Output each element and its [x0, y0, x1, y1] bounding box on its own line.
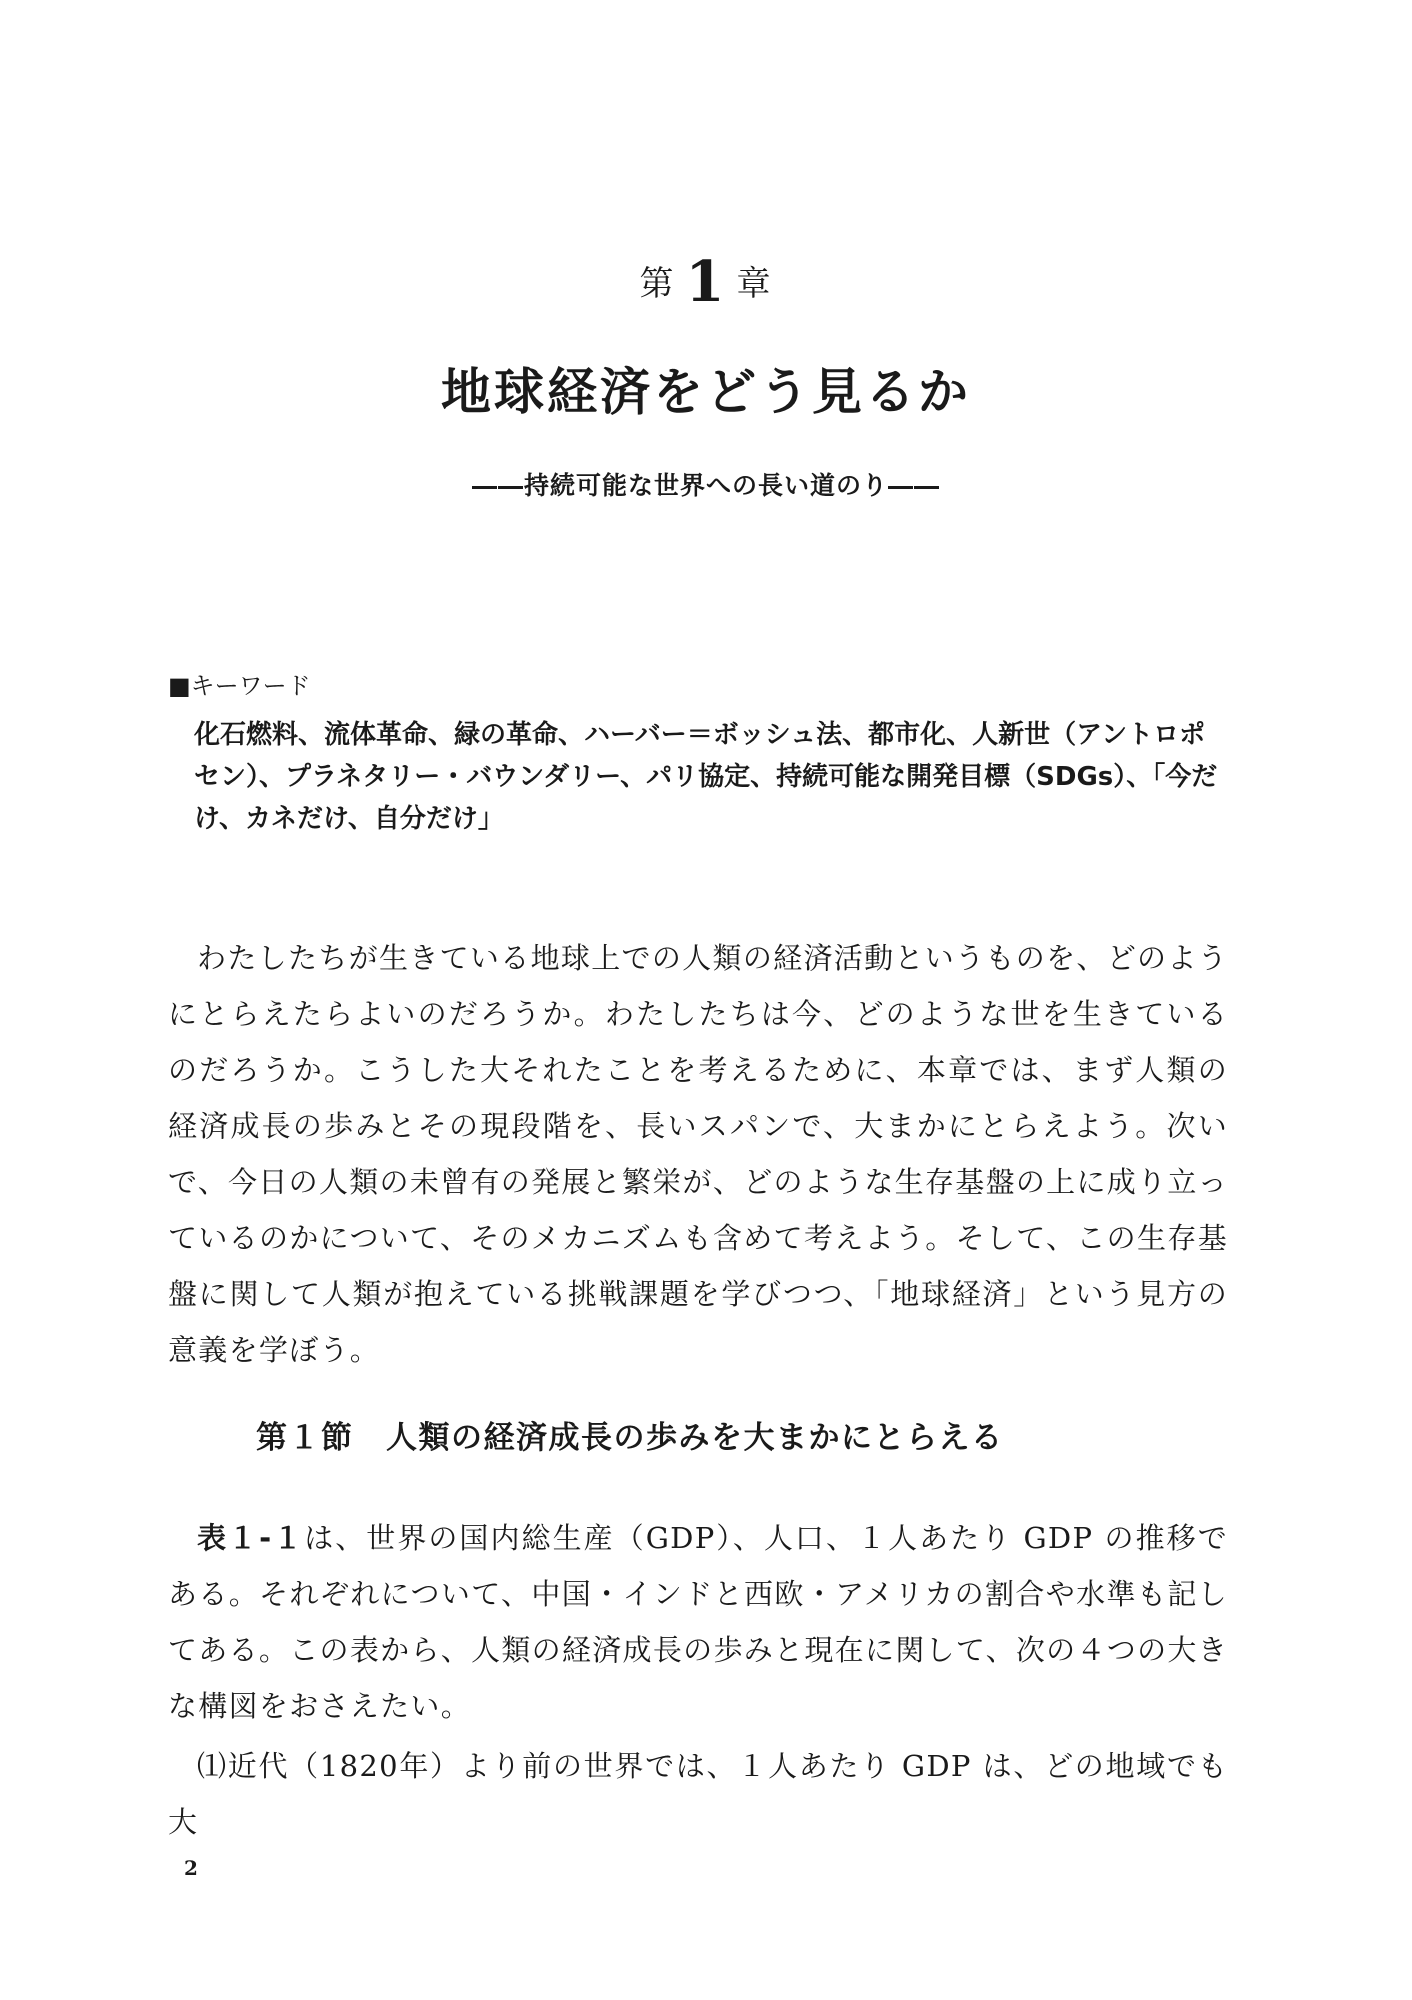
chapter-title: 地球経済をどう見るか: [441, 362, 971, 421]
keywords-box: [168, 668, 1248, 840]
chapter-label: [0, 249, 1412, 315]
page-number: 2: [184, 1856, 198, 1880]
intro-paragraph: わたしたちが生きている地球上での人類の経済活動というものを、どのようにとらえたらよいのだろうか。わたしたちは今、どのような世を生きているのだろうか。こうした大それたことを考えるために、本章では、まず人類の経済成長の歩みとその現段階を、長いスパンで、大まかにとらえよう。次いで、今日の人類の未曾有の発展と繁栄が、どのような生存基盤の上に成り立っているのかについて、そのメカニズムも含めて考えよう。そして、この生存基盤に関して人類が抱えている挑戦課題を学びつつ、「地球経済」という見方の意義を学ぼう。: [168, 941, 1228, 1367]
keywords-heading: ■キーワード: [168, 672, 311, 700]
chapter-suffix: 章: [736, 264, 773, 304]
chapter-prefix: 第: [639, 264, 676, 304]
section-paragraph-text: は、世界の国内総生産（GDP）、人口、１人あたり GDP の推移である。それぞれについて、中国・インドと西欧・アメリカの割合や水準も記してある。この表から、人類の経済成長の歩みと現在に関して、次の４つの大きな構図をおさえたい。: [168, 1521, 1228, 1723]
list-paragraph: ⑴近代（1820年）より前の世界では、１人あたり GDP は、どの地域でも大: [168, 1749, 1228, 1839]
chapter-number: 1: [685, 249, 727, 315]
chapter-subtitle: ――持続可能な世界への長い道のり――: [471, 471, 940, 500]
keywords-list: 化石燃料、流体革命、緑の革命、ハーバー＝ボッシュ法、都市化、人新世（アントロポセン）、プラネタリー・バウンダリー、パリ協定、持続可能な開発目標（SDGs）、「今だけ、カネだけ、自分だけ」: [194, 720, 1218, 834]
section-heading: 第１節 人類の経済成長の歩みを大まかにとらえる: [256, 1420, 1004, 1456]
table-reference: 表１‐１: [197, 1521, 305, 1555]
section-paragraph: [168, 1510, 1228, 1734]
